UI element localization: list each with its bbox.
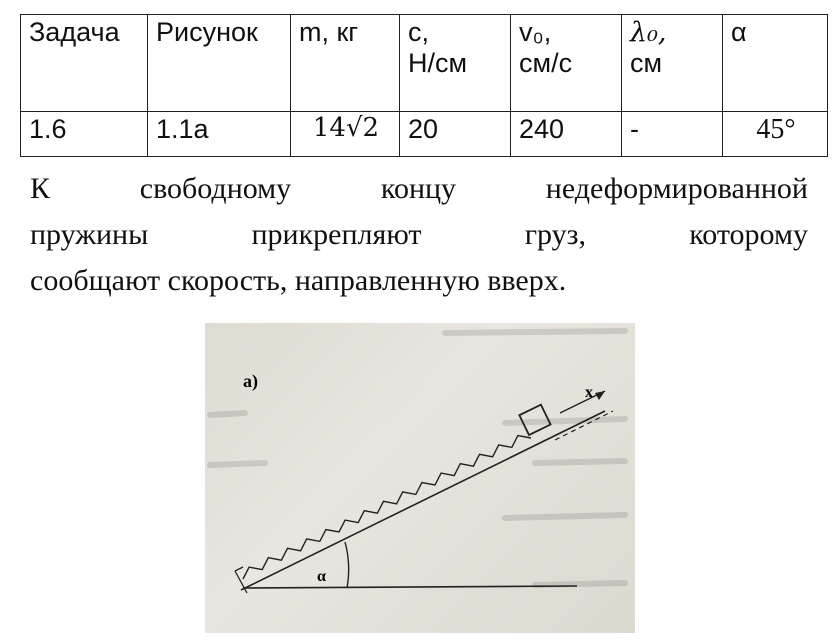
- cell-figure: 1.1а: [148, 112, 291, 157]
- cell-task: 1.6: [21, 112, 148, 157]
- cell-velocity: 240: [511, 112, 622, 157]
- cell-angle: 45°: [723, 112, 828, 157]
- table-header-row: [21, 15, 828, 112]
- header-mass: m, кг: [291, 15, 400, 112]
- word: К: [30, 172, 51, 205]
- header-stiffness: c, Н/см: [400, 15, 511, 112]
- header-angle: α: [723, 15, 828, 112]
- header-deformation: λ₀, см: [622, 15, 723, 112]
- angle-arc: [345, 542, 349, 588]
- text-line-2: [30, 212, 808, 258]
- ground-line: [243, 586, 577, 588]
- cell-mass: 14√2: [291, 112, 400, 157]
- incline-line: [241, 411, 605, 590]
- figure-photo: [205, 323, 635, 633]
- word: концу: [380, 172, 457, 205]
- spring-incline-diagram: [205, 323, 635, 633]
- word: свободному: [139, 172, 292, 205]
- spring-icon: [243, 436, 531, 580]
- text-line-3: [30, 258, 808, 304]
- figure-label: а): [243, 371, 258, 391]
- word: сообщают скорость, направленную вверх.: [30, 264, 567, 297]
- x-axis-label: x: [585, 384, 593, 401]
- angle-label: α: [317, 568, 326, 585]
- table-data-row: [21, 112, 828, 157]
- parameters-table: [20, 14, 828, 157]
- word: недеформированной: [545, 172, 808, 205]
- cell-deformation: -: [622, 112, 723, 157]
- header-velocity: v₀, см/с: [511, 15, 622, 112]
- x-axis-dash: [555, 411, 613, 440]
- word: груз,: [524, 218, 586, 251]
- header-task: Задача: [21, 15, 148, 112]
- problem-text: [30, 166, 808, 304]
- text-line-1: [30, 166, 808, 212]
- cell-stiffness: 20: [400, 112, 511, 157]
- word: пружины: [30, 218, 149, 251]
- word: которому: [689, 218, 808, 251]
- header-figure: Рисунок: [148, 15, 291, 112]
- word: прикрепляют: [251, 218, 422, 251]
